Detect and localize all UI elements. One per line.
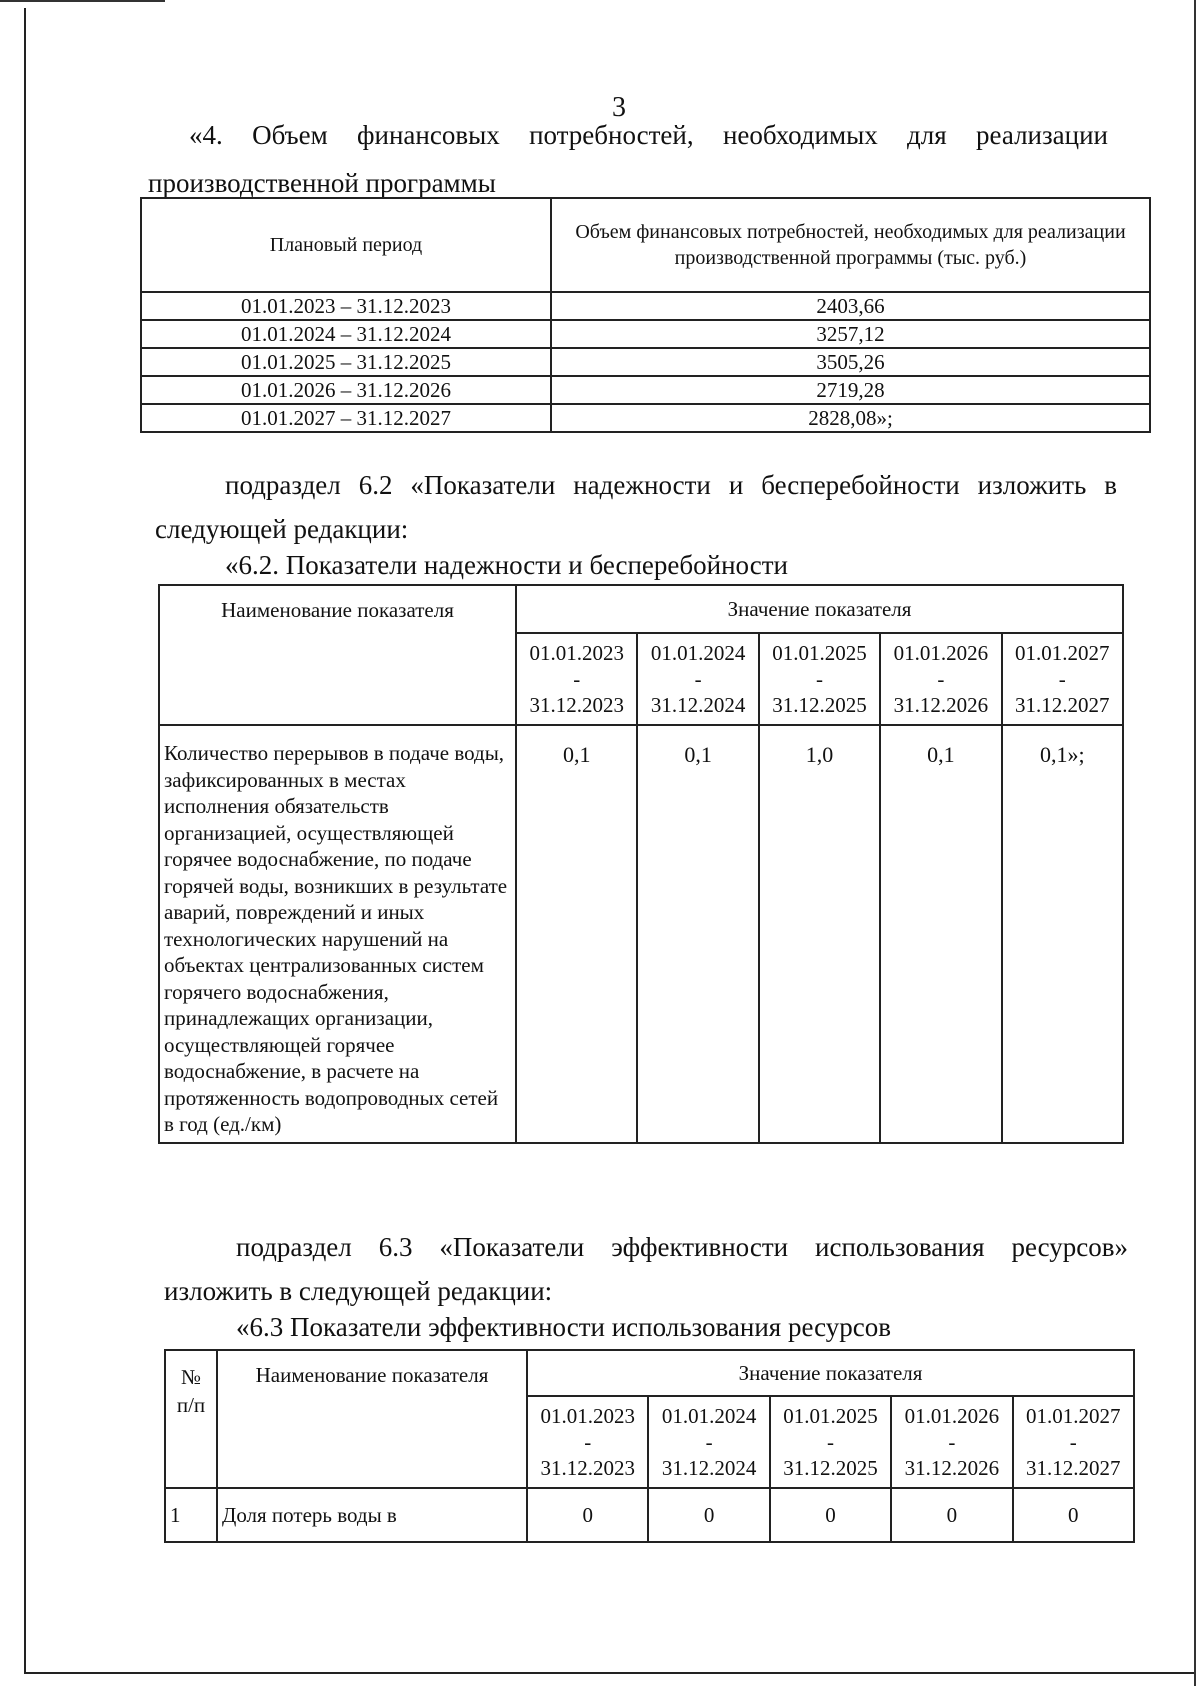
- period-cell: 01.01.2026 – 31.12.2026: [141, 376, 551, 404]
- period-header: 01.01.2025 - 31.12.2025: [759, 633, 880, 725]
- period-header: 01.01.2027 - 31.12.2027: [1013, 1396, 1134, 1488]
- table-row: [159, 725, 1123, 1143]
- section62-intro-cont: следующей редакции:: [155, 514, 409, 544]
- header-indicator-name: Наименование показателя: [217, 1350, 527, 1488]
- value-cell: 0,1: [637, 725, 758, 1143]
- value-cell: 0: [891, 1488, 1012, 1542]
- period-cell: 01.01.2024 – 31.12.2024: [141, 320, 551, 348]
- value-cell: 0,1: [516, 725, 637, 1143]
- reliability-table: [158, 584, 1124, 1144]
- header-indicator-name: Наименование показателя: [159, 585, 516, 725]
- header-number: № п/п: [165, 1350, 217, 1488]
- table-row: [141, 292, 1150, 320]
- value-cell: 0,1»;: [1002, 725, 1123, 1143]
- value-cell: 3505,26: [551, 348, 1150, 376]
- section62-title: «6.2. Показатели надежности и бесперебойности: [225, 550, 788, 580]
- table-row: [141, 404, 1150, 432]
- section4-heading-cont: производственной программы: [148, 168, 496, 198]
- value-cell: 2719,28: [551, 376, 1150, 404]
- table-row: [141, 376, 1150, 404]
- period-header: 01.01.2026 - 31.12.2026: [891, 1396, 1012, 1488]
- table-row: [141, 320, 1150, 348]
- efficiency-table: [164, 1349, 1135, 1543]
- period-cell: 01.01.2023 – 31.12.2023: [141, 292, 551, 320]
- value-cell: 0: [527, 1488, 648, 1542]
- period-header: 01.01.2026 - 31.12.2026: [880, 633, 1001, 725]
- scan-edge: [0, 0, 165, 2]
- page-border-bottom: [24, 1672, 1194, 1674]
- value-cell: 0,1: [880, 725, 1001, 1143]
- section63-title: «6.3 Показатели эффективности использования ресурсов: [236, 1312, 891, 1342]
- value-cell: 2828,08»;: [551, 404, 1150, 432]
- page-border-left: [24, 8, 26, 1674]
- section63-intro-cont: изложить в следующей редакции:: [164, 1276, 553, 1306]
- header-indicator-value: Значение показателя: [516, 585, 1123, 633]
- period-cell: 01.01.2025 – 31.12.2025: [141, 348, 551, 376]
- period-header: 01.01.2023 - 31.12.2023: [516, 633, 637, 725]
- section63-intro: подраздел 6.3 «Показатели эффективности использования ресурсов»: [236, 1232, 1128, 1262]
- value-cell: 1,0: [759, 725, 880, 1143]
- page-border-right: [1194, 0, 1196, 1686]
- table-row: [165, 1488, 1134, 1542]
- period-header: 01.01.2024 - 31.12.2024: [637, 633, 758, 725]
- section4-heading: «4. Объем финансовых потребностей, необходимых для реализации: [189, 120, 1108, 150]
- indicator-name: Количество перерывов в подаче воды, зафиксированных в местах исполнения обязательств организацией, осуществляющей горячее водоснабжение, по подаче горячей воды, возникших в результате аварий, повреждений и иных технологических нарушений на объектах централизованных систем горячего водоснабжения, принадлежащих организации, осуществляющей горячее водоснабжение, в расчете на протяженность водопроводных сетей в год (ед./км): [159, 725, 516, 1143]
- value-cell: 0: [1013, 1488, 1134, 1542]
- header-financial-volume: Объем финансовых потребностей, необходимых для реализации производственной программы (тыс. руб.): [551, 198, 1150, 292]
- period-header: 01.01.2023 - 31.12.2023: [527, 1396, 648, 1488]
- indicator-name: Доля потерь воды в: [217, 1488, 527, 1542]
- value-cell: 0: [648, 1488, 769, 1542]
- value-cell: 0: [770, 1488, 891, 1542]
- header-planned-period: Плановый период: [141, 198, 551, 292]
- period-header: 01.01.2027 - 31.12.2027: [1002, 633, 1123, 725]
- table-row: [141, 348, 1150, 376]
- section62-intro: подраздел 6.2 «Показатели надежности и бесперебойности изложить в: [225, 470, 1117, 500]
- period-header: 01.01.2025 - 31.12.2025: [770, 1396, 891, 1488]
- value-cell: 2403,66: [551, 292, 1150, 320]
- period-cell: 01.01.2027 – 31.12.2027: [141, 404, 551, 432]
- row-number: 1: [165, 1488, 217, 1542]
- page-number: 3: [612, 92, 626, 123]
- period-header: 01.01.2024 - 31.12.2024: [648, 1396, 769, 1488]
- financial-needs-table: [140, 197, 1151, 433]
- value-cell: 3257,12: [551, 320, 1150, 348]
- header-indicator-value: Значение показателя: [527, 1350, 1134, 1396]
